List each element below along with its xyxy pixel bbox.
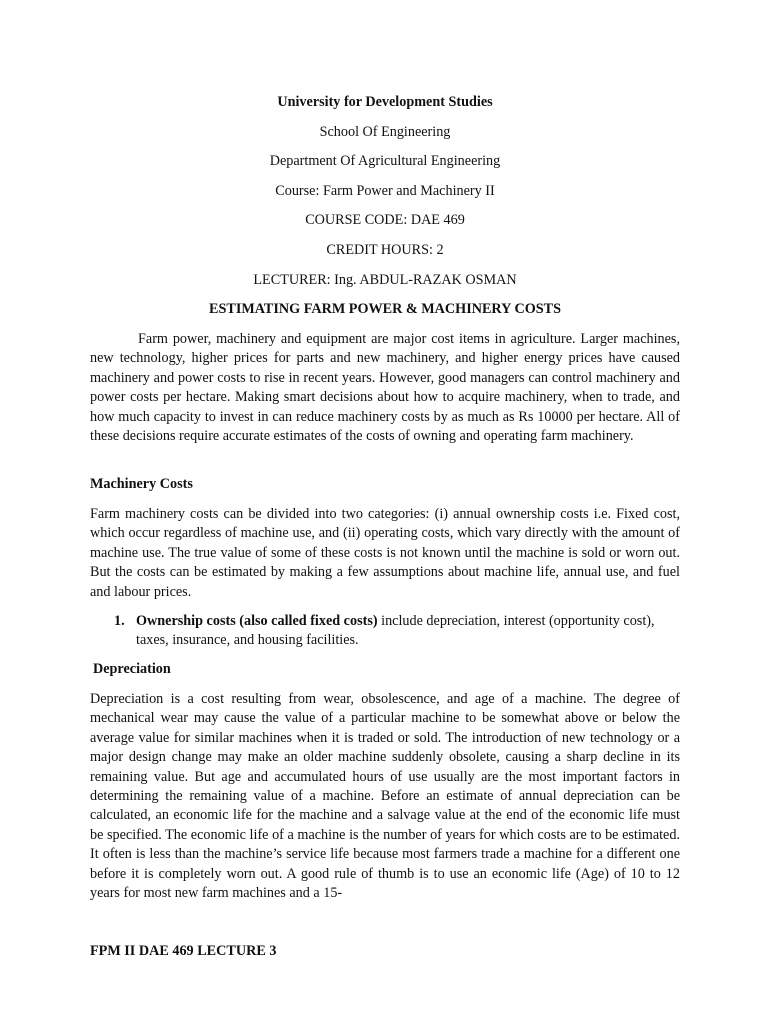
- university-name: University for Development Studies: [277, 94, 493, 110]
- list-item-bold-lead: Ownership costs (also called fixed costs): [136, 613, 378, 629]
- list-item-number: 1.: [114, 613, 125, 629]
- list-item-text: [136, 612, 680, 651]
- document-title: ESTIMATING FARM POWER & MACHINERY COSTS: [209, 301, 561, 318]
- machinery-costs-heading: Machinery Costs: [90, 476, 193, 492]
- machinery-costs-section: [90, 505, 680, 602]
- credit-hours: CREDIT HOURS: 2: [326, 241, 444, 258]
- depreciation-paragraph: Depreciation is a cost resulting from wear, obsolescence, and age of a machine. The degree of mechanical wear may cause the value of a particular machine to be somewhat above or below the average value for similar machines when it is traded or sold. The introduction of new technology or a major design change may make an older machine suddenly obsolete, causing a sharp decline in its remaining value. But age and accumulated hours of use usually are the most important factors in determining the remaining value of a machine. Before an estimate of annual depreciation can be calculated, an economic life for the machine and a salvage value at the end of the economic life must be specified. The economic life of a machine is the number of years for which costs are to be estimated. It often is less than the machine’s service life because most farmers trade a machine for a different one before it is completely worn out. A good rule of thumb is to use an economic life (Age) of 10 to 12 years for most new farm machines and a 15-: [90, 691, 680, 902]
- intro-section: [90, 330, 680, 446]
- list-item-body: include depreciation, interest (opportunity cost), taxes, insurance, and housing facilities.: [136, 613, 655, 649]
- depreciation-heading: Depreciation: [93, 661, 171, 677]
- document-header: [90, 92, 680, 329]
- machinery-costs-paragraph: Farm machinery costs can be divided into two categories: (i) annual ownership costs i.e. Fixed cost, which occur regardless of machine use, and (ii) operating costs, which vary directly with the amount of machine use. The true value of some of these costs is not known until the machine is sold or worn out. But the costs can be estimated by making a few assumptions about machine life, annual use, and fuel and labour prices.: [90, 506, 680, 600]
- department-name: Department Of Agricultural Engineering: [269, 153, 501, 170]
- depreciation-section: [90, 690, 680, 903]
- intro-paragraph: Farm power, machinery and equipment are major cost items in agriculture. Larger machines, new technology, higher prices for parts and new machinery, and higher energy prices have caused machinery and power costs to rise in recent years. However, good managers can control machinery and power costs per hectare. Making smart decisions about how to acquire machinery, when to trade, and how much capacity to invest in can reduce machinery costs by as much as Rs 10000 per hectare. All of these decisions require accurate estimates of the costs of owning and operating farm machinery.: [90, 331, 680, 445]
- course-code: COURSE CODE: DAE 469: [305, 212, 465, 229]
- page-footer: FPM II DAE 469 LECTURE 3: [90, 943, 277, 959]
- school-name: School Of Engineering: [319, 123, 451, 140]
- list-item: [90, 612, 680, 651]
- course-name: Course: Farm Power and Machinery II: [275, 182, 495, 199]
- lecturer-name: LECTURER: Ing. ABDUL-RAZAK OSMAN: [253, 271, 517, 288]
